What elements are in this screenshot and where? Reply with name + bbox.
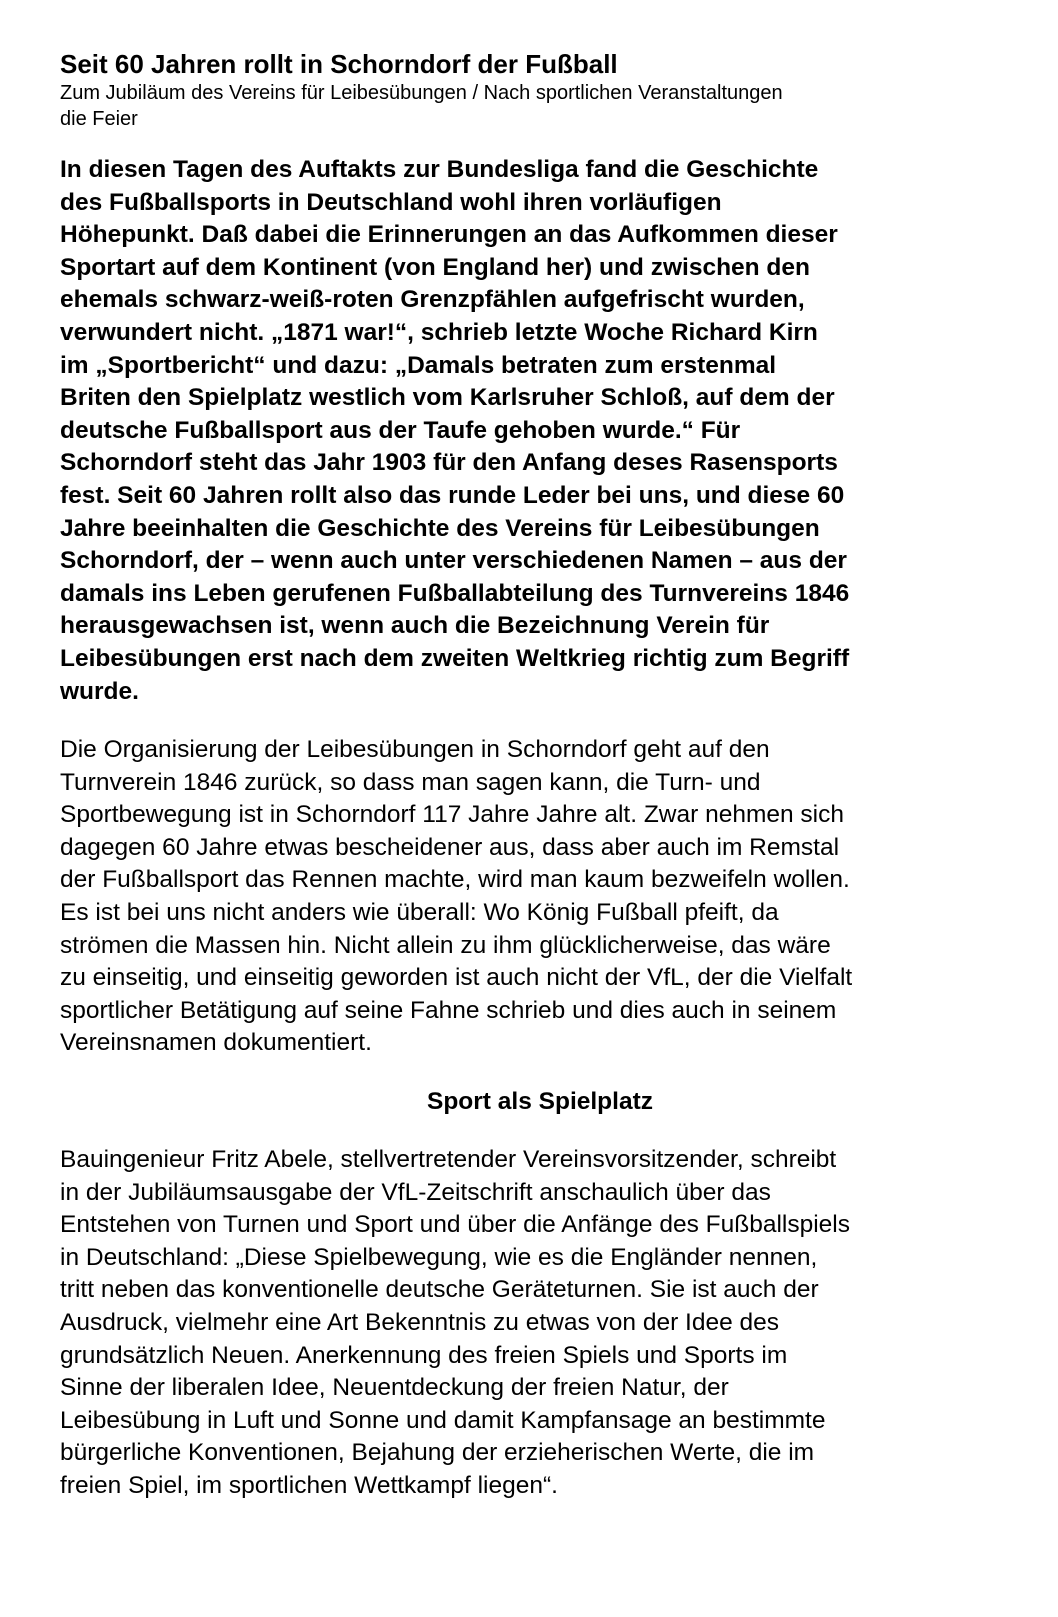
text-line: in Deutschland: „Diese Spielbewegung, wie es die Engländer nennen,	[60, 1243, 818, 1271]
text-line: grundsätzlich Neuen. Anerkennung des freien Spiels und Sports im	[60, 1341, 788, 1369]
text-line: im „Sportbericht“ und dazu: „Damals betraten zum erstenmal	[60, 351, 777, 379]
text-line: bürgerliche Konventionen, Bejahung der erzieherischen Werte, die im	[60, 1439, 815, 1467]
subtitle-line: die Feier	[60, 108, 138, 130]
text-line: Die Organisierung der Leibesübungen in Schorndorf geht auf den	[60, 736, 770, 764]
text-line: Es ist bei uns nicht anders wie überall: Wo König Fußball pfeift, da	[60, 899, 779, 927]
text-line: herausgewachsen ist, wenn auch die Bezeichnung Verein für	[60, 612, 770, 640]
article	[60, 48, 1020, 1503]
article-title: Seit 60 Jahren rollt in Schorndorf der Fußball	[60, 49, 618, 79]
article-subtitle	[60, 80, 1020, 132]
subtitle-line: Zum Jubiläum des Vereins für Leibesübungen / Nach sportlichen Veranstaltungen	[60, 82, 783, 104]
text-line: fest. Seit 60 Jahren rollt also das runde Leder bei uns, und diese 60	[60, 481, 845, 509]
text-line: deutsche Fußballsport aus der Taufe gehoben wurde.“ Für	[60, 416, 741, 444]
body-paragraph-1	[60, 734, 1020, 1060]
text-line: des Fußballsports in Deutschland wohl ihren vorläufigen	[60, 188, 722, 216]
section-heading: Sport als Spielplatz	[427, 1088, 653, 1116]
text-line: zu einseitig, und einseitig geworden ist auch nicht der VfL, der die Vielfalt	[60, 964, 853, 992]
text-line: wurde.	[60, 677, 139, 705]
text-line: Leibesübung in Luft und Sonne und damit Kampfansage an bestimmte	[60, 1406, 826, 1434]
lead-paragraph	[60, 154, 1020, 708]
text-line: der Fußballsport das Rennen machte, wird man kaum bezweifeln wollen.	[60, 866, 850, 894]
text-line: Ausdruck, vielmehr eine Art Bekenntnis zu etwas von der Idee des	[60, 1309, 780, 1336]
text-line: damals ins Leben gerufenen Fußballabteilung des Turnvereins 1846	[60, 579, 850, 607]
text-line: Höhepunkt. Daß dabei die Erinnerungen an das Aufkommen dieser	[60, 221, 838, 249]
text-line: In diesen Tagen des Auftakts zur Bundesliga fand die Geschichte	[60, 156, 819, 183]
text-line: Turnverein 1846 zurück, so dass man sagen kann, die Turn- und	[60, 768, 761, 796]
text-line: Sportart auf dem Kontinent (von England her) und zwischen den	[60, 253, 810, 281]
text-line: tritt neben das konventionelle deutsche Geräteturnen. Sie ist auch der	[60, 1276, 819, 1304]
text-line: ehemals schwarz-weiß-roten Grenzpfählen aufgefrischt wurden,	[60, 286, 805, 314]
text-line: sportlicher Betätigung auf seine Fahne schrieb und dies auch in seinem	[60, 996, 837, 1024]
text-line: Sinne der liberalen Idee, Neuentdeckung der freien Natur, der	[60, 1374, 729, 1402]
text-line: Briten den Spielplatz westlich vom Karlsruher Schloß, auf dem der	[60, 384, 835, 412]
text-line: Schorndorf, der – wenn auch unter verschiedenen Namen – aus der	[60, 547, 847, 575]
text-line: Vereinsnamen dokumentiert.	[60, 1029, 372, 1057]
text-line: freien Spiel, im sportlichen Wettkampf liegen“.	[60, 1471, 558, 1499]
text-line: Leibesübungen erst nach dem zweiten Weltkrieg richtig zum Begriff	[60, 644, 850, 672]
text-line: verwundert nicht. „1871 war!“, schrieb letzte Woche Richard Kirn	[60, 318, 818, 346]
text-line: Sportbewegung ist in Schorndorf 117 Jahre Jahre alt. Zwar nehmen sich	[60, 801, 844, 829]
text-line: in der Jubiläumsausgabe der VfL-Zeitschrift anschaulich über das	[60, 1178, 771, 1206]
text-line: Jahre beeinhalten die Geschichte des Vereins für Leibesübungen	[60, 514, 820, 542]
text-line: Entstehen von Turnen und Sport und über die Anfänge des Fußballspiels	[60, 1211, 850, 1239]
body-paragraph-2	[60, 1144, 1020, 1503]
text-line: Bauingenieur Fritz Abele, stellvertretender Vereinsvorsitzender, schreibt	[60, 1146, 837, 1174]
text-line: Schorndorf steht das Jahr 1903 für den Anfang deses Rasensports	[60, 449, 838, 477]
text-line: strömen die Massen hin. Nicht allein zu ihm glücklicherweise, das wäre	[60, 931, 831, 959]
text-line: dagegen 60 Jahre etwas bescheidener aus, dass aber auch im Remstal	[60, 833, 840, 861]
